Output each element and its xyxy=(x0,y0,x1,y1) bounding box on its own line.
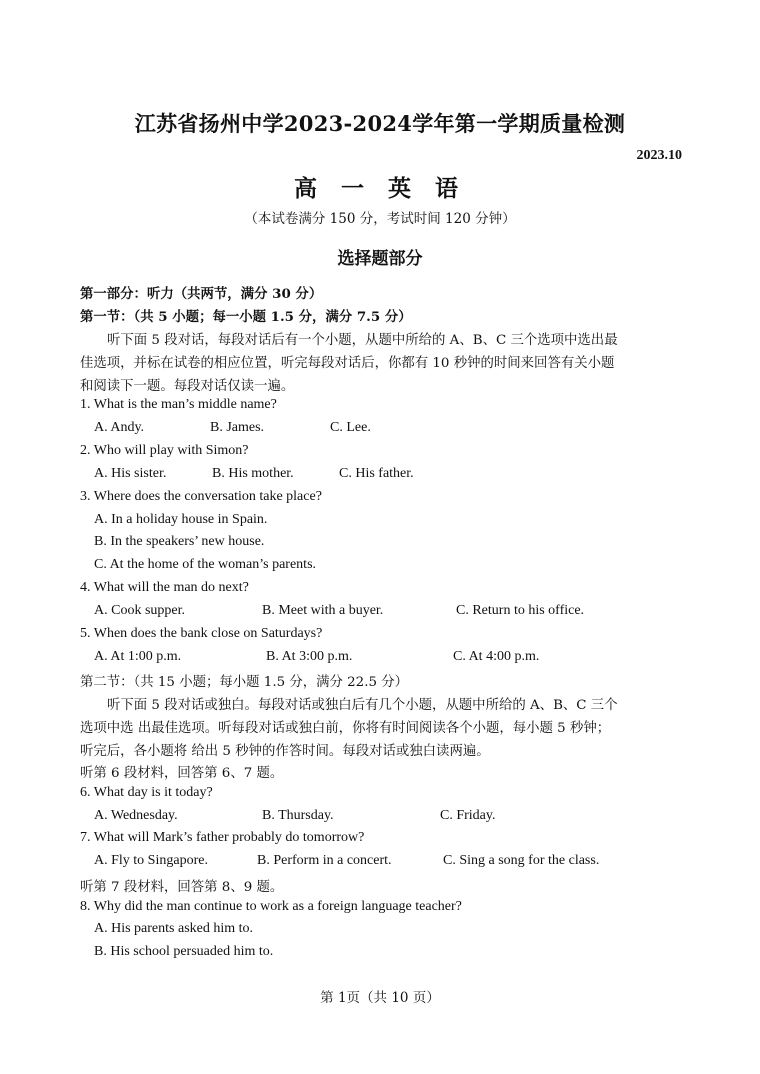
q3-option-b: B. In the speakers’ new house. xyxy=(94,534,265,549)
subject-title: 高 一 英 语 xyxy=(293,175,467,202)
sec2-instruction-line2: 选项中选 出最佳选项。听每段对话或独白前，你将有时间阅读各个小题，每小题 5 秒钟； xyxy=(80,721,611,736)
exam-date: 2023.10 xyxy=(636,148,682,163)
exam-title: 江苏省扬州中学2023-2024学年第一学期质量检测 xyxy=(134,111,626,136)
q5-option-c: C. At 4:00 p.m. xyxy=(453,649,540,664)
q6-option-a: A. Wednesday. xyxy=(94,808,178,823)
section-title: 选择题部分 xyxy=(337,249,423,269)
q4-stem: 4. What will the man do next? xyxy=(80,580,249,595)
q6-option-c: C. Friday. xyxy=(440,808,496,823)
q2-option-a: A. His sister. xyxy=(94,466,167,481)
q1-option-c: C. Lee. xyxy=(330,420,371,435)
part1-heading: 第一部分：听力（共两节，满分 30 分） xyxy=(80,286,323,302)
q5-stem: 5. When does the bank close on Saturdays? xyxy=(80,626,323,641)
q1-option-b: B. James. xyxy=(210,420,265,435)
sec2-instruction-line3: 听完后，各小题将 给出 5 秒钟的作答时间。每段对话或独白读两遍。 xyxy=(80,744,490,759)
q2-option-b: B. His mother. xyxy=(212,466,294,481)
q3-option-c: C. At the home of the woman’s parents. xyxy=(94,557,317,572)
q7-option-a: A. Fly to Singapore. xyxy=(94,853,208,868)
q2-stem: 2. Who will play with Simon? xyxy=(80,443,249,458)
q7-stem: 7. What will Mark’s father probably do tomorrow? xyxy=(80,830,365,845)
exam-note: （本试卷满分 150 分，考试时间 120 分钟） xyxy=(244,211,516,227)
q8-stem: 8. Why did the man continue to work as a foreign language teacher? xyxy=(80,899,462,914)
q8-option-a: A. His parents asked him to. xyxy=(94,921,254,936)
q7-option-c: C. Sing a song for the class. xyxy=(443,853,600,868)
q3-option-a: A. In a holiday house in Spain. xyxy=(94,512,268,527)
page-footer: 第 1页（共 10 页） xyxy=(320,990,440,1006)
material-6-label: 听第 6 段材料，回答第 6、7 题。 xyxy=(80,766,284,781)
q5-option-b: B. At 3:00 p.m. xyxy=(266,649,353,664)
q1-stem: 1. What is the man’s middle name? xyxy=(80,397,277,412)
sec2-instruction-line1: 听下面 5 段对话或独白。每段对话或独白后有几个小题，从题中所给的 A、B、C 三个 xyxy=(107,698,618,713)
q6-option-b: B. Thursday. xyxy=(262,808,334,823)
sec1-heading: 第一节：（共 5 小题；每一小题 1.5 分，满分 7.5 分） xyxy=(80,309,412,325)
sec2-heading: 第二节：（共 15 小题；每小题 1.5 分，满分 22.5 分） xyxy=(80,675,409,690)
q4-option-a: A. Cook supper. xyxy=(94,603,185,618)
sec1-instruction-line1: 听下面 5 段对话，每段对话后有一个小题，从题中所给的 A、B、C 三个选项中选出最 xyxy=(107,333,618,348)
q1-option-a: A. Andy. xyxy=(94,420,145,435)
q4-option-b: B. Meet with a buyer. xyxy=(262,603,384,618)
q2-option-c: C. His father. xyxy=(339,466,414,481)
q4-option-c: C. Return to his office. xyxy=(456,603,585,618)
sec1-instruction-line2: 佳选项，并标在试卷的相应位置，听完每段对话后，你都有 10 秒钟的时间来回答有关小题 xyxy=(80,356,615,371)
q5-option-a: A. At 1:00 p.m. xyxy=(94,649,182,664)
q3-stem: 3. Where does the conversation take place? xyxy=(80,489,322,504)
q7-option-b: B. Perform in a concert. xyxy=(257,853,392,868)
q8-option-b: B. His school persuaded him to. xyxy=(94,944,274,959)
material-7-label: 听第 7 段材料，回答第 8、9 题。 xyxy=(80,880,284,895)
sec1-instruction-line3: 和阅读下一题。每段对话仅读一遍。 xyxy=(80,379,295,394)
q6-stem: 6. What day is it today? xyxy=(80,785,213,800)
